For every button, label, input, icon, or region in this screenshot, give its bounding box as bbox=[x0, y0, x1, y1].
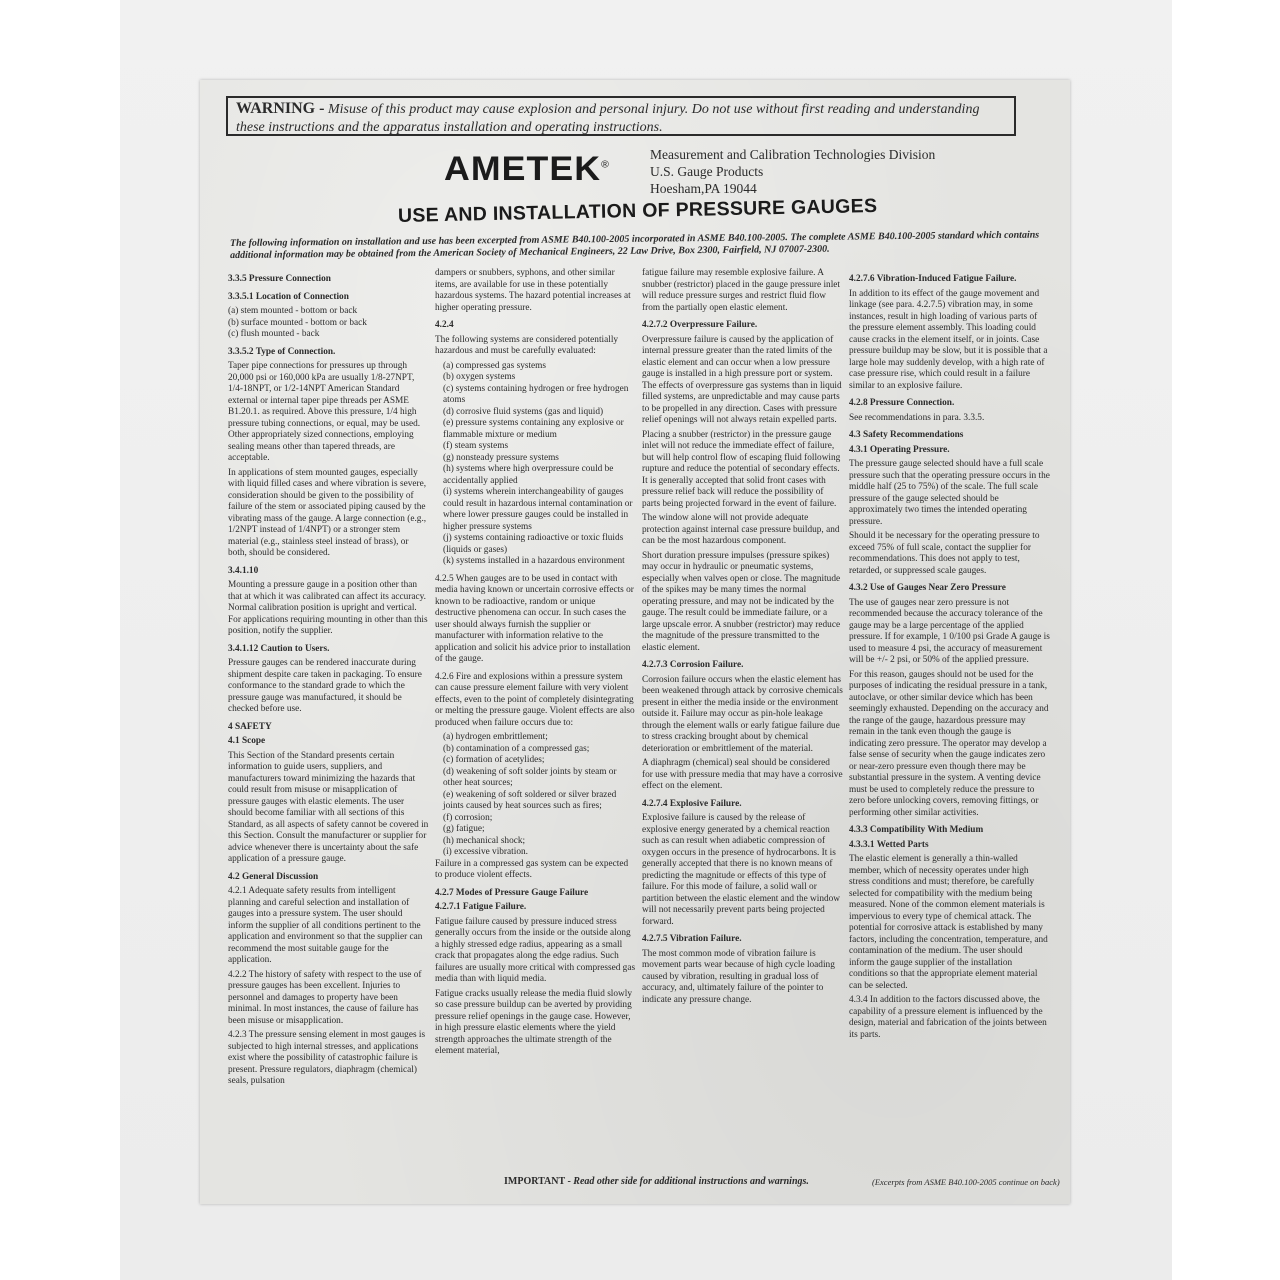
heading: 3.4.1.10 bbox=[228, 565, 259, 576]
list-item: (a) stem mounted - bottom or back bbox=[228, 306, 358, 316]
list-item: (f) corrosion; bbox=[443, 812, 493, 823]
list-item: (h) mechanical shock; bbox=[443, 835, 526, 846]
body-columns bbox=[228, 268, 1054, 1168]
paragraph: Short duration pressure impulses (pressure spikes) may occur in hydraulic or pneumatic systems, especially when valves open or close. The magnitude of the spikes may be many times the normal operating pressure, and may not be indicated by the gauge. The result could be immediate failure, or a large upscale error. A snubber (restrictor) may reduce the magnitude of the pressure transmitted to the elastic element. bbox=[642, 550, 841, 653]
heading: 4.2.7.6 Vibration-Induced Fatigue Failure. bbox=[849, 274, 1017, 284]
heading: 4 SAFETY bbox=[228, 721, 272, 732]
paragraph: 4.2.1 Adequate safety results from intelligent planning and careful selection and installation of gauges into a pressure system. The user should inform the supplier of all conditions pertinent to the application and environment so that the supplier can recommend the most suitable gauge for the application. bbox=[228, 886, 423, 965]
heading: 4.2.7.4 Explosive Failure. bbox=[642, 798, 742, 809]
paragraph: 4.2.6 Fire and explosions within a pressure system can cause pressure element failure with very violent effects, even to the point of completely disintegrating or melting the pressure gauge. Violent effects are also produced when failure occurs due to: bbox=[435, 671, 635, 728]
paragraph: Overpressure failure is caused by the application of internal pressure greater than the rated limits of the elastic element and can occur when a low pressure gauge is installed in a high pressure port or system. The effects of overpressure gas systems than in liquid filled systems, are unpredictable and may cause parts to be propelled in any direction. Cases with pressure relief openings will not always retain expelled parts. bbox=[642, 334, 842, 425]
heading: 4.1 Scope bbox=[228, 736, 266, 746]
paragraph: 4.2.2 The history of safety with respect to the use of pressure gauges has been excellent. Injuries to personnel and damages to property have been minimal. In most instances, the cause of failure has been misuse or misapplication. bbox=[228, 969, 422, 1026]
paragraph: This Section of the Standard presents certain information to guide users, suppliers, and manufacturers toward minimizing the hazards that could result from misuse or misapplication of pressure gauges with elastic elements. The user should become familiar with all sections of this Standard, as all aspects of safety cannot be covered in this Section. Consult the manufacturer or supplier for advice whenever there is uncertainty about the safe application of a pressure gauge. bbox=[228, 750, 429, 864]
heading: 4.2.8 Pressure Connection. bbox=[849, 398, 955, 408]
list-item: (j) systems containing radioactive or toxic fluids (liquids or gases) bbox=[443, 533, 624, 555]
paragraph: Fatigue failure caused by pressure induced stress generally occurs from the inside or the outside along a highly stressed edge radius, appearing as a small crack that propagates along the edge radius. Such failures are usually more critical with compressed gas media than with liquid media. bbox=[435, 916, 636, 984]
paragraph: The pressure gauge selected should have a full scale pressure such that the operating pressure occurs in the middle half (25 to 75%) of the scale. The full scale pressure of the gauge selected should be approximately two times the intended operating pressure. bbox=[849, 459, 1050, 527]
division-address bbox=[650, 146, 990, 197]
paragraph: fatigue failure may resemble explosive failure. A snubber (restrictor) placed in the gauge pressure inlet will reduce pressure surges and restrict fluid flow from the partially open elastic element. bbox=[642, 268, 840, 313]
heading: 4.3.3 Compatibility With Medium bbox=[849, 825, 984, 835]
excerpt-note: (Excerpts from ASME B40.100-2005 continue on back) bbox=[872, 1177, 1060, 1187]
heading: 4.2.7 Modes of Pressure Gauge Failure bbox=[435, 887, 589, 898]
paragraph: The elastic element is generally a thin-walled member, which of necessity operates under high stress conditions and must; therefore, be carefully selected for compatibility with the medium being measured. None of the common element materials is impervious to every type of chemical attack. The potential for corrosive attack is established by many factors, including the concentration, temperature, and contamination of the medium. The user should inform the gauge supplier of the installation conditions so that the appropriate element material can be selected. bbox=[849, 854, 1048, 991]
paragraph: The use of gauges near zero pressure is not recommended because the accuracy tolerance of the gauge may be a large percentage of the applied pressure. If for example, 1 0/100 psi Grade A gauge is used to measure 4 psi, the accuracy of measurement will be +/- 2 psi, or 50% of the applied pressure. bbox=[849, 597, 1050, 665]
paragraph: 4.2.3 The pressure sensing element in most gauges is subjected to high internal stresses, and applications exist where the possibility of catastrophic failure is present. Pressure regulators, diaphragm (chemical) seals, pulsation bbox=[228, 1030, 426, 1086]
paragraph: Mounting a pressure gauge in a position other than that at which it was calibrated can affect its accuracy. Normal calibration position is upright and vertical. For applications requiring mounting in other than this position, notify the supplier. bbox=[228, 580, 428, 636]
column-3 bbox=[642, 268, 843, 1168]
list-item: (e) pressure systems containing any explosive or flammable mixture or medium bbox=[443, 418, 624, 440]
list-item: (c) formation of acetylides; bbox=[443, 755, 545, 765]
paragraph: Placing a snubber (restrictor) in the pressure gauge inlet will not reduce the immediate effect of failure, but will help control flow of escaping fluid following rupture and reduce the potential of secondary effects. It is generally accepted that solid front cases with pressure relief back will reduce the possibility of parts being projected forward in the event of failure. bbox=[642, 429, 841, 509]
heading: 4.3.1 Operating Pressure. bbox=[849, 444, 950, 455]
heading: 4.2.7.5 Vibration Failure. bbox=[642, 934, 742, 944]
heading: 3.3.5 Pressure Connection bbox=[228, 274, 331, 284]
paragraph: Corrosion failure occurs when the elastic element has been weakened through attack by corrosive chemicals present in either the media inside or the environment outside it. Failure may occur as pin-hole leakage through the element walls or early fatigue failure due to stress cracking brought about by chemical deterioration or embrittlement of the material. bbox=[642, 674, 843, 754]
list-item: (b) surface mounted - bottom or back bbox=[228, 317, 367, 328]
unit-name: U.S. Gauge Products bbox=[650, 164, 764, 179]
list-item: (k) systems installed in a hazardous environment bbox=[443, 556, 625, 566]
list-item: (b) contamination of a compressed gas; bbox=[443, 743, 590, 754]
intro-text: The following information on installation and use has been excerpted from ASME B40.100-2005 incorporated in ASME B40.100-2005. The complete ASME B40.100-2005 standard which contains additional information may be obtained from the American Society of Mechanical Engineers, 22 Law Drive, Box 2300, Fairfield, NJ 07007-2300. bbox=[229, 229, 1040, 261]
paragraph: The window alone will not provide adequate protection against internal case pressure buildup, and can be the most hazardous component. bbox=[642, 513, 840, 546]
list-item: (a) hydrogen embrittlement; bbox=[443, 732, 548, 742]
paragraph: Explosive failure is caused by the release of explosive energy generated by a chemical reaction such as can result when adiabetic compression of oxygen occurs in the presence of hydrocarbons. It is generally accepted that there is no known means of predicting the magnitude or effects of this type of failure. For this mode of failure, a solid wall or partition between the elastic element and the window will not necessarily prevent parts being projected forward. bbox=[642, 813, 841, 927]
warning-label: WARNING - bbox=[236, 100, 325, 117]
paragraph: A diaphragm (chemical) seal should be considered for use with pressure media that may have a corrosive effect on the element. bbox=[642, 758, 843, 791]
list-item: (i) systems wherein interchangeability of gauges could result in hazardous internal contamination or where lower pressure gauges could be installed in higher pressure systems bbox=[443, 487, 633, 532]
list-item: (c) systems containing hydrogen or free hydrogen atoms bbox=[443, 383, 629, 405]
heading: 4.2.7.2 Overpressure Failure. bbox=[642, 320, 758, 330]
heading: 4.3.3.1 Wetted Parts bbox=[849, 839, 929, 850]
list-item: (e) weakening of soft soldered or silver brazed joints caused by heat sources such as fires; bbox=[443, 789, 617, 811]
address: Hoesham,PA 19044 bbox=[650, 181, 757, 196]
column-4 bbox=[849, 268, 1050, 1168]
heading: 3.3.5.1 Location of Connection bbox=[228, 291, 349, 302]
list-item: (d) weakening of soft solder joints by steam or other heat sources; bbox=[443, 766, 617, 788]
paragraph: Should it be necessary for the operating pressure to exceed 75% of full scale, contact the supplier for recommendations. This does not apply to test, retarded, or suppressed scale gauges. bbox=[849, 531, 1040, 576]
paragraph: See recommendations in para. 3.3.5. bbox=[849, 412, 985, 423]
instruction-sheet bbox=[200, 80, 1070, 1204]
list-item: (h) systems where high overpressure could be accidentally applied bbox=[443, 464, 614, 486]
heading: 4.3.2 Use of Gauges Near Zero Pressure bbox=[849, 583, 1006, 593]
heading: 3.4.1.12 Caution to Users. bbox=[228, 643, 330, 654]
paragraph: The following systems are considered potentially hazardous and must be carefully evaluated: bbox=[435, 334, 619, 356]
paragraph: Fatigue cracks usually release the media fluid slowly so case pressure buildup can be averted by providing pressure relief openings in the gauge case. However, in high pressure elastic elements where the yield strength approaches the ultimate strength of the element material, bbox=[435, 988, 632, 1056]
ametek-logo: AMETEK® bbox=[444, 150, 610, 188]
warning-text: Misuse of this product may cause explosion and personal injury. Do not use without first reading and understanding these instructions and the apparatus installation and operating instructions. bbox=[236, 102, 980, 135]
heading: 4.2.7.3 Corrosion Failure. bbox=[642, 660, 744, 670]
important-note bbox=[504, 1176, 809, 1187]
heading: 4.3 Safety Recommendations bbox=[849, 430, 964, 440]
list-item: (i) excessive vibration. bbox=[443, 847, 528, 857]
paragraph: 4.2.5 When gauges are to be used in contact with media having known or uncertain corrosive effects or known to be radioactive, random or unique destructive phenomena can occur. In such cases the user should always furnish the supplier or manufacturer with information relative to the application and solicit his advice prior to installation of the gauge. bbox=[435, 573, 634, 664]
paragraph: Failure in a compressed gas system can be expected to produce violent effects. bbox=[435, 858, 629, 880]
heading: 3.3.5.2 Type of Connection. bbox=[228, 346, 336, 357]
heading: 4.2.4 bbox=[435, 320, 454, 330]
paragraph: In addition to its effect of the gauge movement and linkage (see para. 4.2.7.5) vibration may, in some instances, result in high loading of various parts of the pressure element assembly. This loading could cause cracks in the element itself, or in joints. Case pressure buildup may be slow, but it is possible that a large hole may suddenly develop, with a high rate of case pressure rise, which could result in a failure similar to an explosive failure. bbox=[849, 288, 1048, 391]
paragraph: Pressure gauges can be rendered inaccurate during shipment despite care taken in packaging. To ensure conformance to the standard grade to which the pressure gauge was manufactured, it should be checked before use. bbox=[228, 658, 422, 714]
paragraph: For this reason, gauges should not be used for the purposes of indicating the residual pressure in a tank, autoclave, or other similar device which has been seemingly exhausted. Depending on the accuracy and the range of the gauge, hazardous pressure may remain in the tank even though the gauge is indicating zero pressure. The operator may develop a false sense of security when the gauge indicates zero or near-zero pressure even though there may be substantial pressure in the system. A venting device must be used to completely reduce the pressure to zero before unlocking covers, removing fittings, or performing other similar activities. bbox=[849, 669, 1049, 818]
division-name: Measurement and Calibration Technologies Division bbox=[650, 147, 936, 162]
list-item: (a) compressed gas systems bbox=[443, 360, 547, 371]
heading: 4.2 General Discussion bbox=[228, 871, 319, 882]
paragraph: dampers or snubbers, syphons, and other similar items, are available for use in these potentially hazardous systems. The hazard potential increases at higher operating pressure. bbox=[435, 268, 631, 313]
list-item: (f) steam systems bbox=[443, 441, 509, 451]
warning-box bbox=[226, 96, 1016, 136]
paragraph: The most common mode of vibration failure is movement parts wear because of high cycle loading caused by vibration, resulting in gradual loss of accuracy, and, ultimately failure of the pointer to indicate any pressure change. bbox=[642, 948, 835, 1005]
column-2 bbox=[435, 268, 636, 1168]
important-text: Read other side for additional instructions and warnings. bbox=[573, 1176, 809, 1187]
list-item: (g) nonsteady pressure systems bbox=[443, 452, 559, 463]
list-item: (c) flush mounted - back bbox=[228, 329, 320, 339]
list-item: (b) oxygen systems bbox=[443, 372, 516, 382]
column-1 bbox=[228, 268, 429, 1168]
paragraph: In applications of stem mounted gauges, especially with liquid filled cases and where vibration is severe, consideration should be given to the possibility of failure of the stem or associated piping caused by the vibrating mass of the gauge. A large connection (e.g., 1/2NPT instead of 1/4NPT) or a stronger stem material (e.g., stainless steel instead of brass), or both, should be considered. bbox=[228, 467, 427, 558]
paragraph: 4.3.4 In addition to the factors discussed above, the capability of a pressure element is influenced by the design, material and fabrication of the joints between its parts. bbox=[849, 995, 1047, 1040]
document-title: USE AND INSTALLATION OF PRESSURE GAUGES bbox=[397, 194, 878, 227]
list-item: (d) corrosive fluid systems (gas and liquid) bbox=[443, 406, 604, 417]
important-label: IMPORTANT - bbox=[504, 1176, 571, 1187]
list-item: (g) fatigue; bbox=[443, 824, 485, 834]
paragraph: Taper pipe connections for pressures up through 20,000 psi or 160,000 kPa are usually 1/8-27NPT, 1/4-18NPT, or 1/2-14NPT American Standard external or internal taper pipe threads per ASME B1.20.1. as required. Above this pressure, 1/4 high pressure tubing connections, or equal, may be used. Other appropriately sized connections, employing sealing means other than tapered threads, are acceptable. bbox=[228, 361, 421, 463]
heading: 4.2.7.1 Fatigue Failure. bbox=[435, 902, 527, 912]
